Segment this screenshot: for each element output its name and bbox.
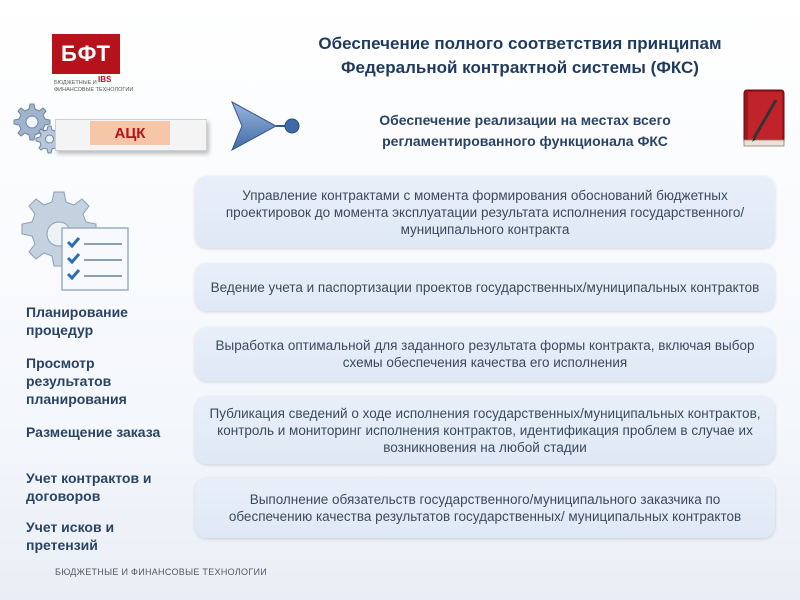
menu-item-planning-results[interactable]: Просмотр результатов планирования <box>26 355 127 407</box>
feature-card <box>195 263 775 311</box>
book-pen-icon <box>738 86 792 150</box>
section-subtitle-line1: Обеспечение реализации на местах всего <box>379 112 671 128</box>
feature-card-text: Ведение учета и паспортизации проектов государственных/муниципальных контрактов <box>210 279 760 295</box>
gear-checklist-icon <box>14 188 136 294</box>
feature-card <box>195 478 775 538</box>
feature-card-text: Выполнение обязательств государственного/муниципального заказчика по обеспечению качества результатов государственных/ муниципальных контрактов <box>228 492 742 524</box>
page-title-line1: Обеспечение полного соответствия принципам <box>318 34 722 53</box>
feature-card-text: Публикация сведений о ходе исполнения государственных/муниципальных контрактов, контроль и мониторинг исполнения контрактов, идентификация проблем в случае их возникновения на любой стадии <box>209 405 761 455</box>
brand-logo <box>52 34 120 74</box>
feature-card-text: Выработка оптимальной для заданного результата формы контракта, включая выбор схемы обеспечения качества его исполнения <box>215 338 755 370</box>
feature-card-text: Управление контрактами с момента формирования обоснований бюджетных проектировок до момента эксплуатации результата исполнения государственного/муниципального контракта <box>225 187 745 237</box>
menu-item-claims[interactable]: Учет исков и претензий <box>26 519 115 553</box>
section-subtitle-line2: регламентированного функционала ФКС <box>382 133 668 149</box>
feature-card <box>195 176 775 248</box>
module-label: АЦК <box>90 121 170 145</box>
brand-tagline: БЮДЖЕТНЫЕ И ФИНАНСОВЫЕ ТЕХНОЛОГИИ <box>54 80 134 93</box>
menu-item-order-placement[interactable]: Размещение заказа <box>26 424 161 440</box>
page-title <box>270 32 770 80</box>
arrow-right-icon <box>228 100 304 152</box>
brand-logo-text: БФТ <box>61 41 111 66</box>
footer-company: БЮДЖЕТНЫЕ И ФИНАНСОВЫЕ ТЕХНОЛОГИИ <box>55 567 268 577</box>
brand-badge: IBS <box>98 75 112 84</box>
menu-item-planning[interactable]: Планирование процедур <box>26 304 128 338</box>
page-title-line2: Федеральной контрактной системы (ФКС) <box>341 58 699 77</box>
section-subtitle <box>330 110 720 152</box>
feature-card <box>195 396 775 464</box>
menu-item-contracts[interactable]: Учет контрактов и договоров <box>26 470 152 504</box>
feature-card <box>195 327 775 381</box>
